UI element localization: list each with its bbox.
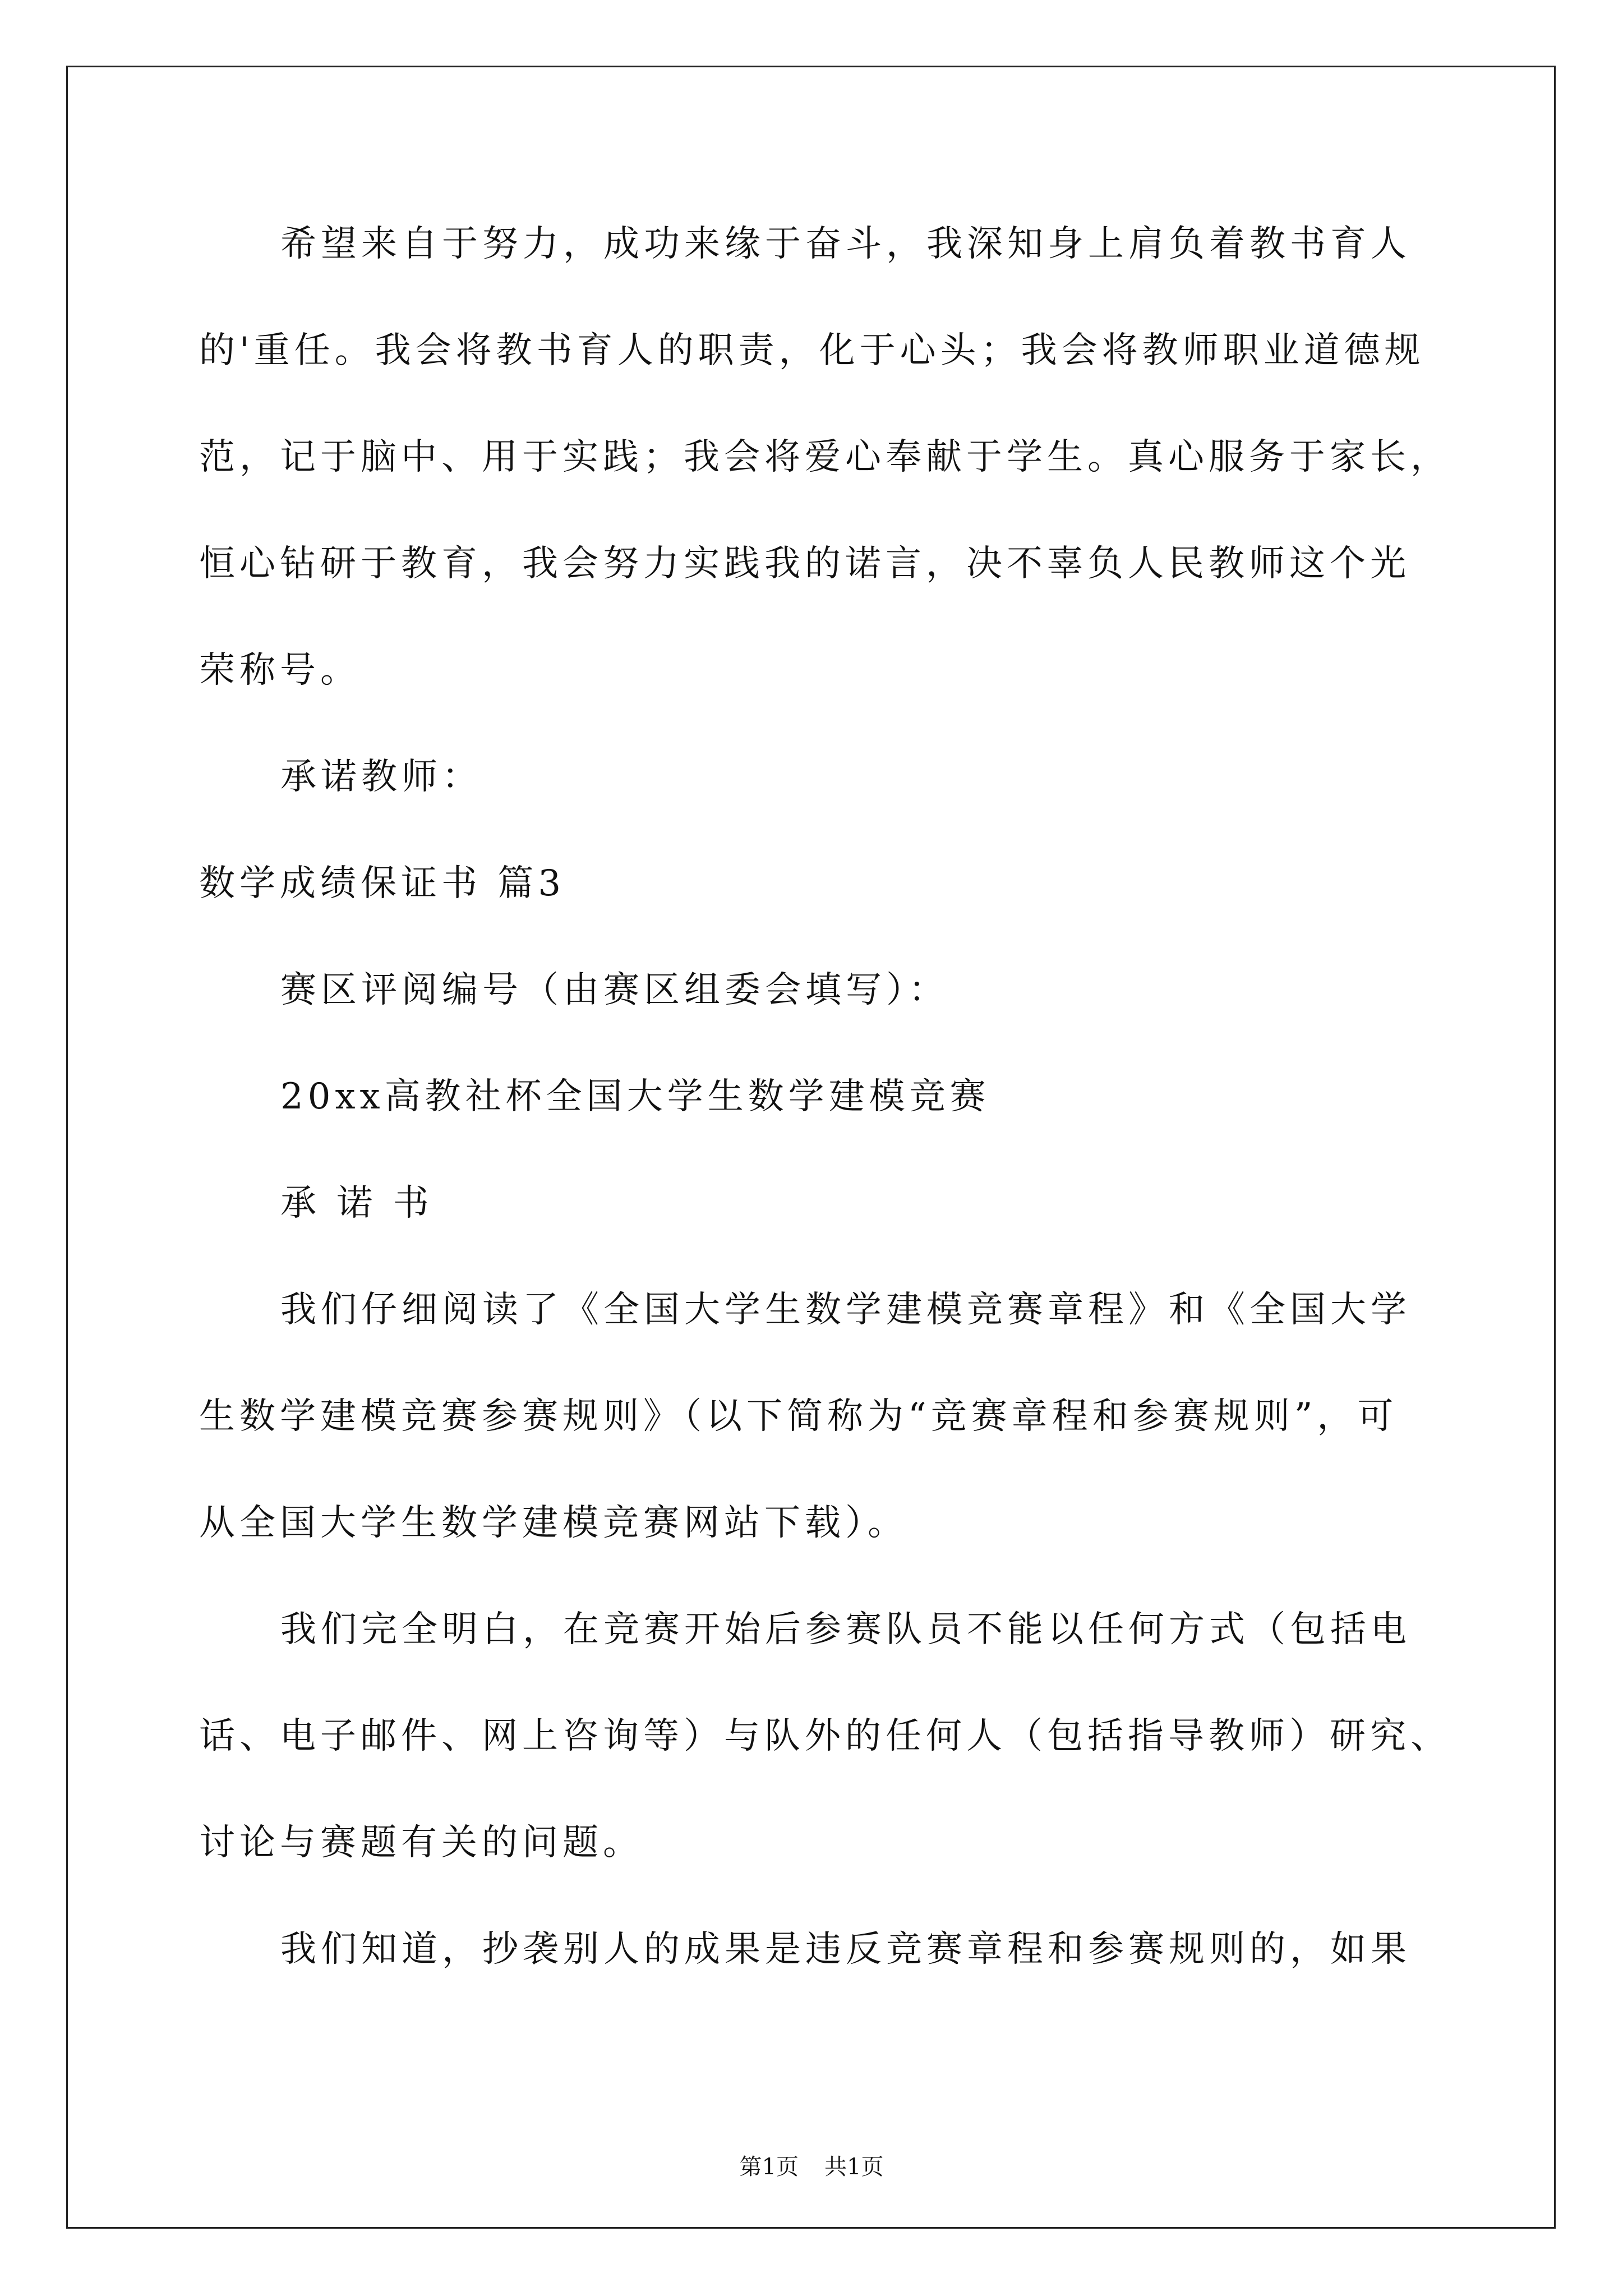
paragraph-line: 我们仔细阅读了《全国大学生数学建模竞赛章程》和《全国大学 — [280, 1289, 1411, 1331]
paragraph-line: 从全国大学生数学建模竞赛网站下载）。 — [199, 1502, 908, 1544]
page-number-total: 共1页 — [824, 2154, 884, 2180]
paragraph-line: 话、电子邮件、网上咨询等）与队外的任何人（包括指导教师）研究、 — [199, 1715, 1451, 1757]
paragraph-line: 范，记于脑中、用于实践；我会将爱心奉献于学生。真心服务于家长， — [199, 436, 1451, 478]
paragraph-line: 20xx高教社杯全国大学生数学建模竞赛 — [280, 1076, 990, 1117]
paragraph-line: 的'重任。我会将教书育人的职责，化于心头；我会将教师职业道德规 — [199, 330, 1425, 371]
page-number-current: 第1页 — [739, 2154, 799, 2180]
section-heading: 数学成绩保证书 篇3 — [199, 863, 566, 904]
paragraph-line: 赛区评阅编号（由赛区组委会填写）： — [280, 969, 949, 1011]
page-footer — [0, 2153, 1623, 2181]
paragraph-line: 承 诺 书 — [280, 1182, 434, 1224]
paragraph-line: 生数学建模竞赛参赛规则》（以下简称为“竞赛章程和参赛规则”，可 — [199, 1396, 1398, 1437]
paragraph-line: 恒心钻研于教育，我会努力实践我的诺言，决不辜负人民教师这个光 — [199, 543, 1410, 585]
paragraph-line: 希望来自于努力，成功来缘于奋斗，我深知身上肩负着教书育人 — [280, 223, 1411, 265]
paragraph-line: 荣称号。 — [199, 650, 361, 691]
paragraph-line: 讨论与赛题有关的问题。 — [199, 1822, 643, 1864]
signature-label: 承诺教师： — [280, 756, 482, 798]
paragraph-line: 我们完全明白，在竞赛开始后参赛队员不能以任何方式（包括电 — [280, 1609, 1411, 1650]
paragraph-line: 我们知道，抄袭别人的成果是违反竞赛章程和参赛规则的，如果 — [280, 1929, 1411, 1970]
page-border — [66, 66, 1556, 2229]
